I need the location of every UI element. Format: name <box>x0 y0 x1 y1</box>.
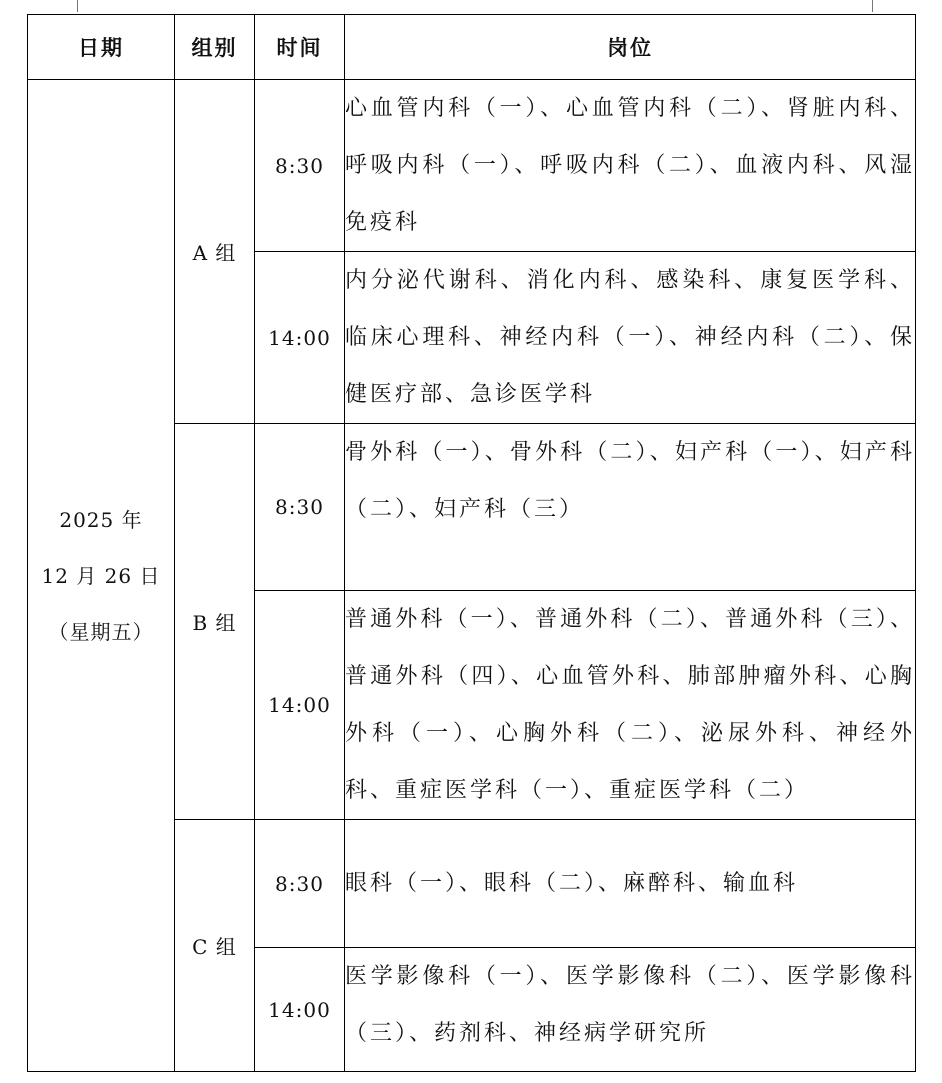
date-month-day: 12 月 26 日 <box>41 563 161 588</box>
group-a-cell: A 组 <box>175 80 255 424</box>
date-cell <box>28 80 175 1072</box>
date-year: 2025 年 <box>59 507 143 532</box>
group-c-cell: C 组 <box>175 820 255 1072</box>
group-c-am-time: 8:30 <box>255 820 345 948</box>
group-b-cell: B 组 <box>175 424 255 820</box>
group-b-am-posts: 骨外科（一）、骨外科（二）、妇产科（一）、妇产科（二）、妇产科（三） <box>345 424 916 591</box>
header-time: 时间 <box>255 15 345 80</box>
schedule-table <box>27 14 916 1072</box>
header-post: 岗位 <box>345 15 916 80</box>
group-c-pm-posts: 医学影像科（一）、医学影像科（二）、医学影像科（三）、药剂科、神经病学研究所 <box>345 948 916 1072</box>
group-a-pm-time: 14:00 <box>255 252 345 424</box>
header-group: 组别 <box>175 15 255 80</box>
group-c-am-posts: 眼科（一）、眼科（二）、麻醉科、输血科 <box>345 820 916 948</box>
group-a-am-time: 8:30 <box>255 80 345 252</box>
group-c-pm-time: 14:00 <box>255 948 345 1072</box>
header-date: 日期 <box>28 15 175 80</box>
group-b-pm-posts: 普通外科（一）、普通外科（二）、普通外科（三）、普通外科（四）、心血管外科、肺部肿瘤外科、心胸外科（一）、心胸外科（二）、泌尿外科、神经外科、重症医学科（一）、重症医学科（二） <box>345 591 916 820</box>
group-a-am-posts: 心血管内科（一）、心血管内科（二）、肾脏内科、呼吸内科（一）、呼吸内科（二）、血液内科、风湿免疫科 <box>345 80 916 252</box>
date-weekday: （星期五） <box>48 619 154 644</box>
group-a-pm-posts: 内分泌代谢科、消化内科、感染科、康复医学科、临床心理科、神经内科（一）、神经内科（二）、保健医疗部、急诊医学科 <box>345 252 916 424</box>
page-corner-mark-right <box>872 0 873 12</box>
table-row <box>28 80 916 252</box>
page-corner-mark-left <box>77 0 78 12</box>
group-b-am-time: 8:30 <box>255 424 345 591</box>
header-row <box>28 15 916 80</box>
group-b-pm-time: 14:00 <box>255 591 345 820</box>
